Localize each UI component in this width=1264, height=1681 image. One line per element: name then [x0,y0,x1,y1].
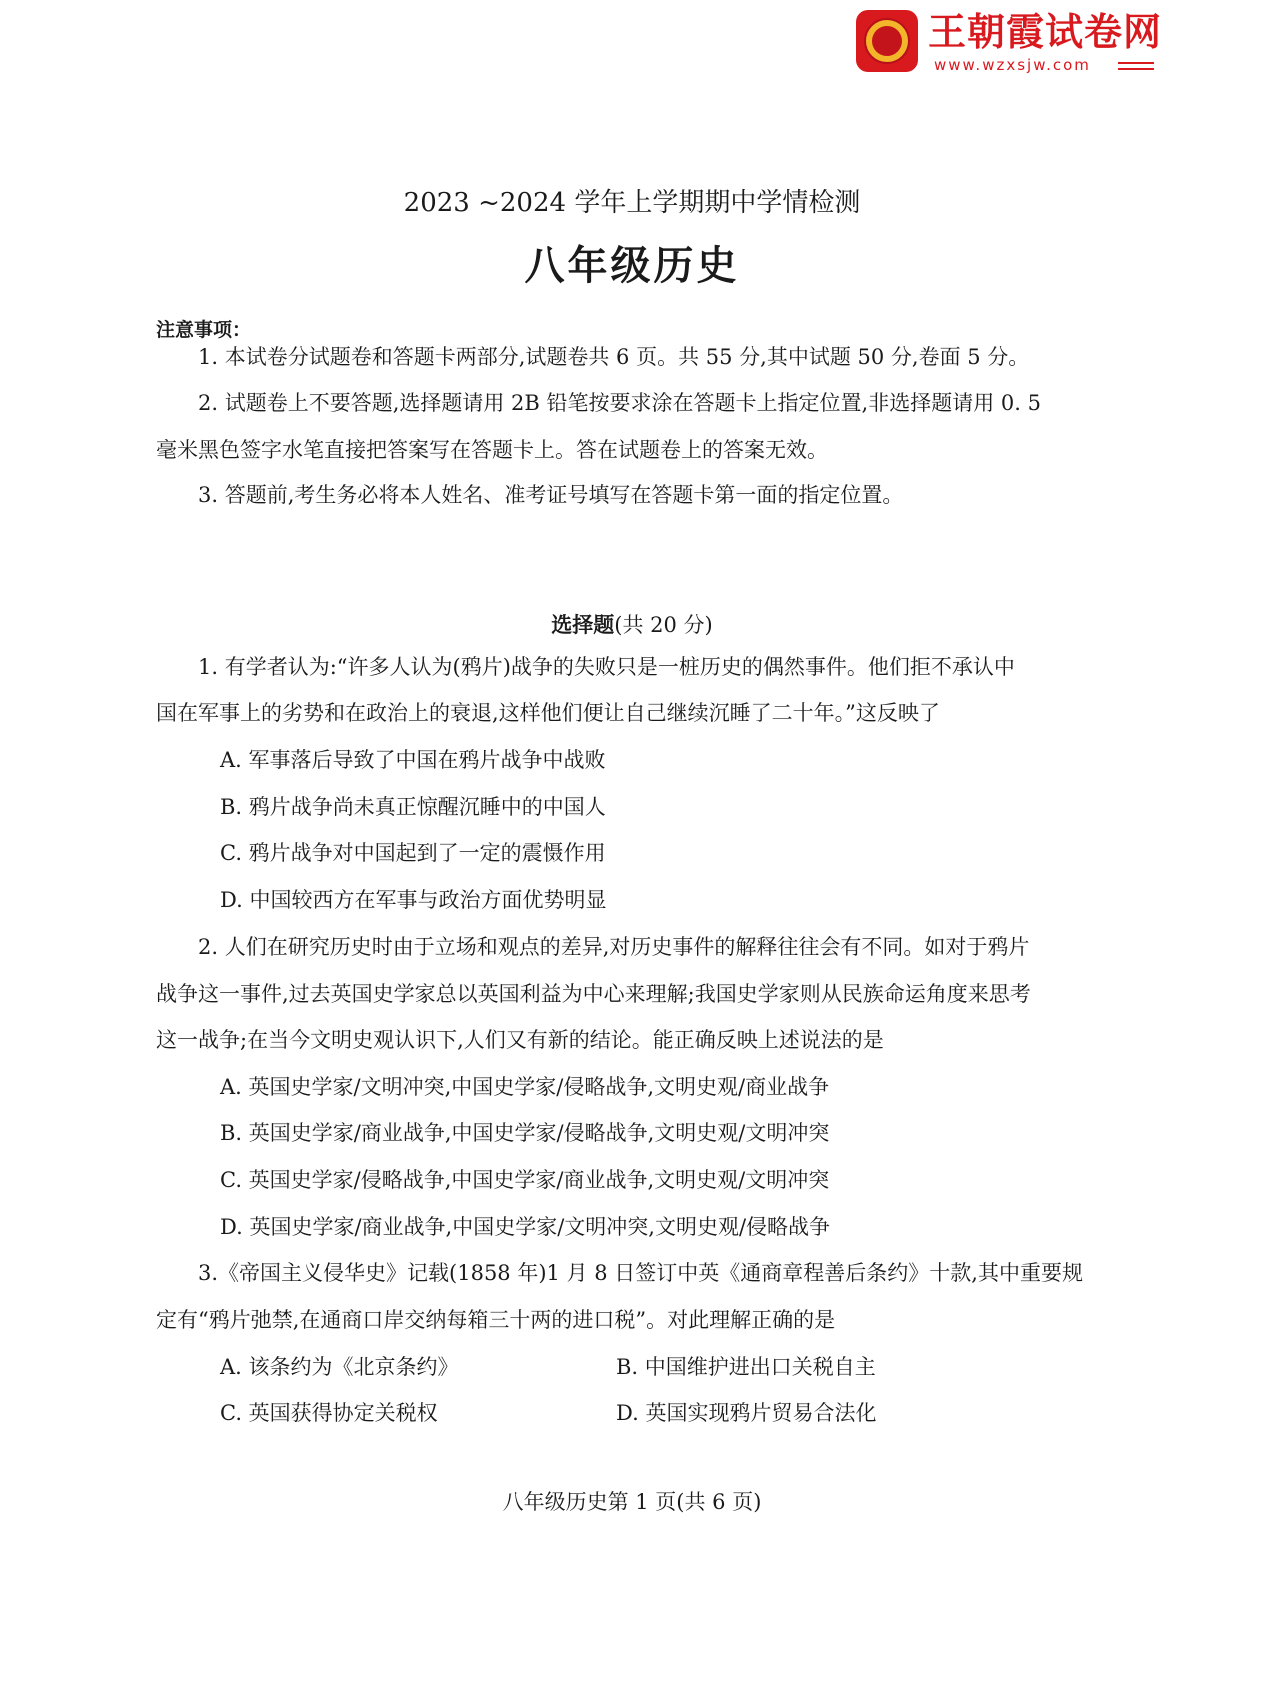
question-3-option-a: A. 该条约为《北京条约》 [220,1355,459,1379]
question-1-stem-line-2: 国在军事上的劣势和在政治上的衰退,这样他们便让自己继续沉睡了二十年。”这反映了 [156,701,940,725]
notice-item-2-line-2: 毫米黑色签字水笔直接把答案写在答题卡上。答在试题卷上的答案无效。 [156,438,828,462]
section-name: 选择题 [551,613,615,637]
swoosh-icon [1118,62,1154,70]
question-2-stem-line-1: 2. 人们在研究历史时由于立场和观点的差异,对历史事件的解释往往会有不同。如对于鸦片 [198,935,1030,959]
notice-item-3: 3. 答题前,考生务必将本人姓名、准考证号填写在答题卡第一面的指定位置。 [198,483,904,507]
question-3-stem-line-2: 定有“鸦片弛禁,在通商口岸交纳每箱三十两的进口税”。对此理解正确的是 [156,1308,836,1332]
question-1-option-c: C. 鸦片战争对中国起到了一定的震慑作用 [220,841,606,865]
question-2-option-b: B. 英国史学家/商业战争,中国史学家/侵略战争,文明史观/文明冲突 [220,1121,830,1145]
question-2-option-d: D. 英国史学家/商业战争,中国史学家/文明冲突,文明史观/侵略战争 [220,1215,831,1239]
notice-heading: 注意事项： [156,319,252,341]
page-footer: 八年级历史第 1 页(共 6 页) [502,1490,762,1514]
question-3-stem-line-1: 3.《帝国主义侵华史》记载(1858 年)1 月 8 日签订中英《通商章程善后条约》十款,其中重要规 [198,1261,1083,1285]
question-1-option-b: B. 鸦片战争尚未真正惊醒沉睡中的中国人 [220,795,606,819]
question-2-stem-line-2: 战争这一事件,过去英国史学家总以英国利益为中心来理解;我国史学家则从民族命运角度来思考 [156,982,1031,1006]
exam-title: 2023 ~2024 学年上学期期中学情检测 [403,188,861,218]
seal-icon [856,10,918,72]
watermark-url: www.wzxsjw.com [934,56,1091,74]
notice-item-1: 1. 本试卷分试题卷和答题卡两部分,试题卷共 6 页。共 55 分,其中试题 50 分,卷面 5 分。 [198,345,1030,369]
question-3-option-c: C. 英国获得协定关税权 [220,1401,438,1425]
question-3-option-b: B. 中国维护进出口关税自主 [616,1355,876,1379]
question-1-option-a: A. 军事落后导致了中国在鸦片战争中战败 [220,748,606,772]
section-score: (共 20 分) [614,613,713,637]
notice-item-2-line-1: 2. 试题卷上不要答题,选择题请用 2B 铅笔按要求涂在答题卡上指定位置,非选择题请用 0. 5 [198,391,1041,415]
question-2-option-c: C. 英国史学家/侵略战争,中国史学家/商业战争,文明史观/文明冲突 [220,1168,830,1192]
watermark-name: 王朝霞试卷网 [928,10,1163,54]
question-2-option-a: A. 英国史学家/文明冲突,中国史学家/侵略战争,文明史观/商业战争 [220,1075,830,1099]
watermark-logo [856,10,1163,74]
question-1-stem-line-1: 1. 有学者认为:“许多人认为(鸦片)战争的失败只是一桩历史的偶然事件。他们拒不承认中 [198,655,1015,679]
question-3-option-d: D. 英国实现鸦片贸易合法化 [616,1401,877,1425]
question-1-option-d: D. 中国较西方在军事与政治方面优势明显 [220,888,607,912]
question-2-stem-line-3: 这一战争;在当今文明史观认识下,人们又有新的结论。能正确反映上述说法的是 [156,1028,884,1052]
subject-title: 八年级历史 [524,242,740,289]
section-heading [0,610,1264,640]
